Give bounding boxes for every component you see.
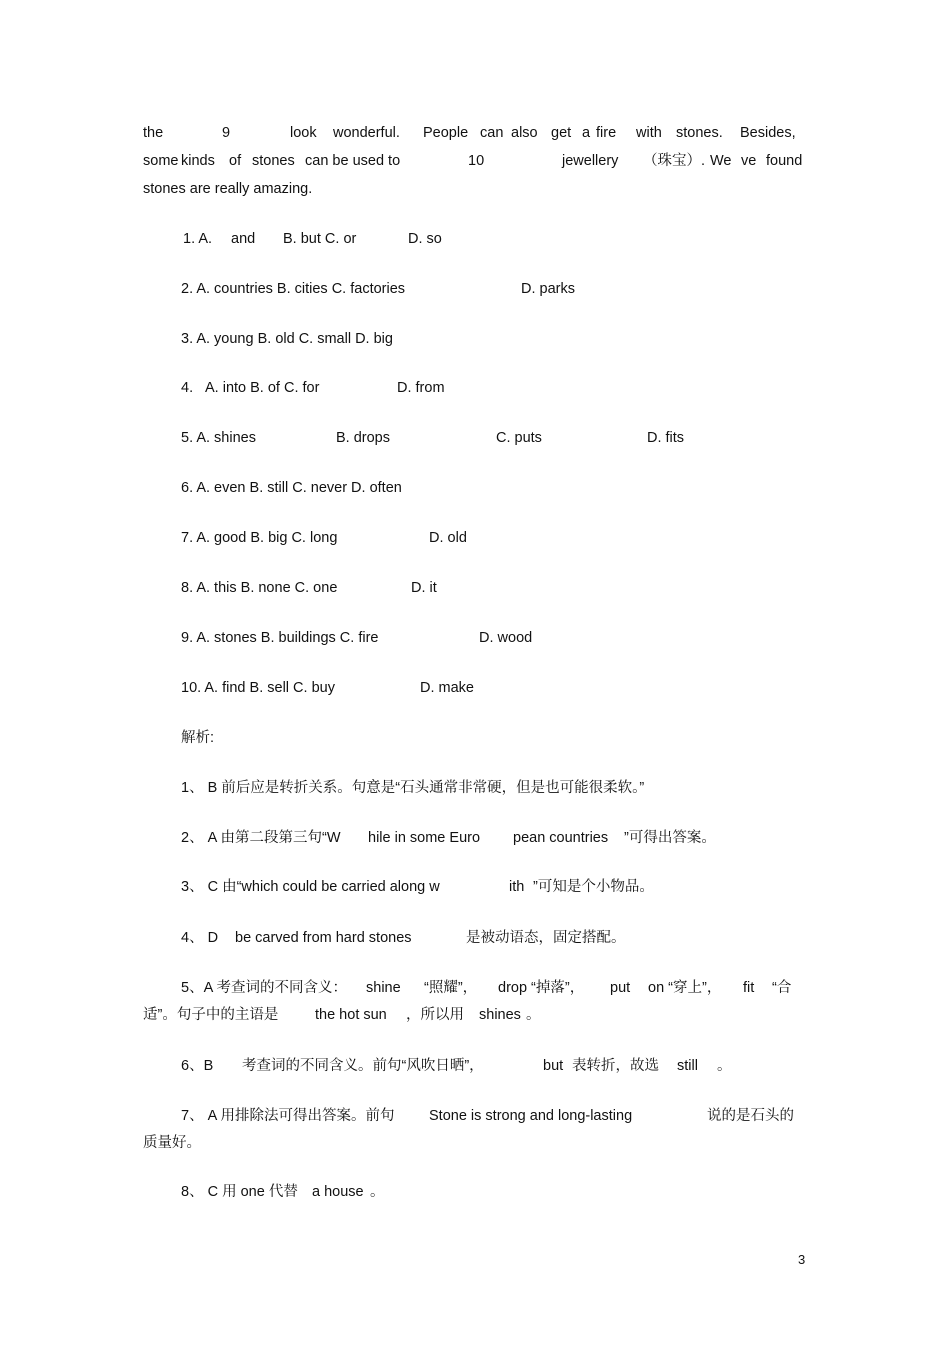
option-d: D. so [408,231,442,247]
answer-text: 表转折，故选 [572,1058,659,1074]
answer-text: 8、 C 用 one 代替 [181,1184,298,1200]
passage-word: look [290,125,317,141]
answer-text: 6、B [181,1058,214,1074]
option-d: D. it [411,580,437,596]
options-a-c: 7. A. good B. big C. long [181,530,338,546]
analysis-heading: 解析: [181,730,215,746]
answer-text: 质量好。 [143,1135,201,1151]
options-b-c: B. but C. or [283,231,357,247]
answer-text: 。 [526,1007,541,1023]
passage-word: of [229,153,242,169]
answer-text: Stone is strong and long-lasting [429,1108,633,1124]
answer-text: put [610,980,631,996]
answer-text: ith [509,879,525,895]
option-d: D. parks [521,281,575,297]
answer-text: 5、A 考查词的不同含义： [181,980,347,996]
passage-word: also [511,125,538,141]
passage-word: found [766,153,803,169]
option-c: C. puts [496,430,542,446]
passage-word: get [551,125,572,141]
answer-text: a house [312,1184,364,1200]
passage-word: ve [741,153,757,169]
answer-text: 说的是石头的 [707,1108,794,1124]
answer-text: 。 [717,1058,732,1074]
passage-word: kinds [181,153,215,169]
blank-number: 10 [468,153,485,169]
passage-word: wonderful. [333,125,400,141]
answer-text: 。 [370,1184,385,1200]
answer-text: but [543,1058,564,1074]
passage-word: can [480,125,504,141]
options-a-c: 2. A. countries B. cities C. factories [181,281,406,297]
passage-word: the [143,125,164,141]
passage-word: a [582,125,591,141]
option-d: D. fits [647,430,685,446]
answer-text: 3、 C 由“which could be carried along w [181,879,440,895]
passage-word: stones. [676,125,723,141]
passage-word: jewellery [562,153,619,169]
option-a: and [231,231,256,247]
answer-text: hile in some Euro [368,830,481,846]
options: 6. A. even B. still C. never D. often [181,480,402,496]
answer-text: 是被动语态，固定搭配。 [466,930,626,946]
page-number: 3 [798,1252,806,1267]
answer-text: 7、 A 用排除法可得出答案。前句 [181,1108,395,1124]
answer-text: “照耀”， [424,980,478,996]
option-b: B. drops [336,430,390,446]
question-number: 1. A. [183,231,213,247]
answer-text: 1、 B 前后应是转折关系。句意是“石头通常非常硬，但是也可能很柔软。” [181,780,645,796]
option-d: D. from [397,380,445,396]
answer-text: shine [366,980,401,996]
options: 3. A. young B. old C. small D. big [181,331,393,347]
passage-word: stones [252,153,295,169]
option-d: D. wood [479,630,533,646]
answer-text: ”可知是个小物品。 [533,879,654,895]
passage-word: Besides, [740,125,796,141]
options-a-c: 10. A. find B. sell C. buy [181,680,335,696]
passage-word: People [423,125,469,141]
option-d: D. make [420,680,474,696]
option-d: D. old [429,530,467,546]
passage-word: （珠宝）. [643,153,706,169]
answer-text: ”可得出答案。 [624,830,716,846]
answer-text: 2、 A 由第二段第三句“W [181,830,341,846]
answer-text: still [677,1058,698,1074]
answer-text: drop “掉落”， [498,980,585,996]
passage-word: with [636,125,662,141]
options-a-c: A. into B. of C. for [205,380,320,396]
options-a-c: 9. A. stones B. buildings C. fire [181,630,379,646]
passage-word: fire [596,125,617,141]
answer-text: fit [743,980,755,996]
answer-text: shines [479,1007,521,1023]
answer-text: pean countries [513,830,609,846]
answer-text: on “穿上”， [648,980,722,996]
passage-word: can be used to [305,153,401,169]
answer-text: 适”。句子中的主语是 [143,1007,279,1023]
options-a-c: 8. A. this B. none C. one [181,580,338,596]
question-number: 4. [181,380,194,396]
answer-text: be carved from hard stones [235,930,412,946]
answer-text: “合 [772,980,792,996]
answer-text: 4、 D [181,930,219,946]
answer-text: the hot sun [315,1007,387,1023]
passage-line-3: stones are really amazing. [143,181,313,197]
answer-text: 考查词的不同含义。前句“风吹日晒”， [242,1058,484,1074]
passage-word: some [143,153,179,169]
blank-number: 9 [222,125,231,141]
option-a: 5. A. shines [181,430,256,446]
answer-text: ，所以用 [406,1007,464,1023]
passage-word: We [710,153,732,169]
